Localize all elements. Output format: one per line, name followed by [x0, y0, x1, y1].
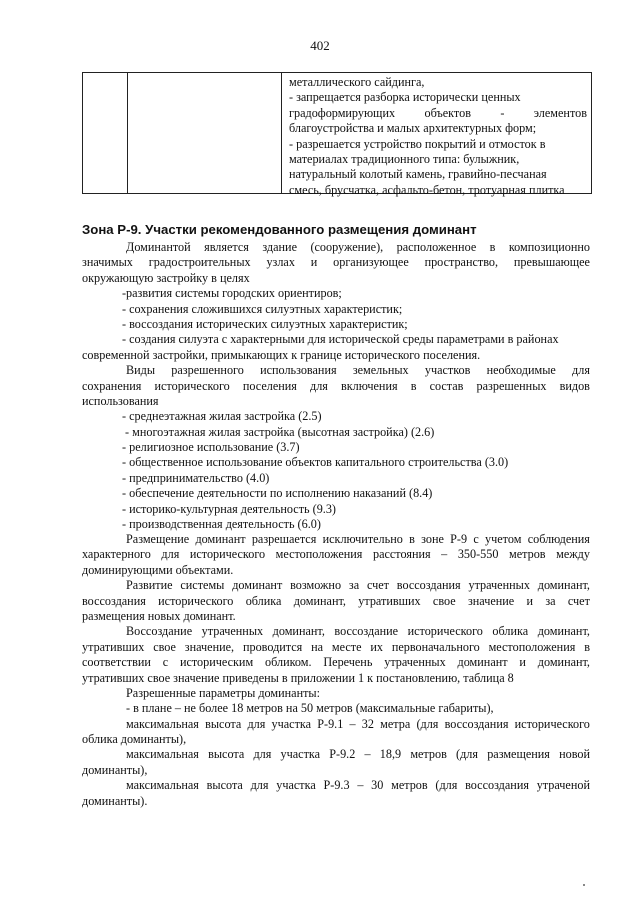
text-line: Развитие системы доминант возможно за счет воссоздания утраченных доминант, — [126, 578, 590, 593]
text-line: характерного для исторического местоположения расстояния – 350-550 метров между — [82, 547, 590, 562]
text-line: облика доминанты), — [82, 732, 187, 747]
text-line: современной застройки, примыкающих к границе исторического поселения. — [82, 347, 481, 362]
goal-item: - воссоздания исторических силуэтных характеристик; — [122, 316, 408, 331]
goal-item: - создания силуэта с характерными для исторической среды параметрами в районах — [122, 332, 559, 347]
text-line: максимальная высота для участка Р-9.1 – 32 метра (для воссоздания исторического — [126, 716, 590, 731]
zone-description — [82, 240, 590, 532]
scan-mark — [583, 884, 585, 886]
goal-item: - сохранения сложившихся силуэтных характеристик; — [122, 301, 403, 316]
table-line: смесь, брусчатка, асфальто-бетон, тротуарная плитка — [289, 182, 565, 197]
table-line: - запрещается разборка исторически ценных — [289, 90, 521, 105]
regulations-table — [82, 72, 592, 197]
text-line: размещения новых доминант. — [82, 608, 236, 623]
text-line: Размещение доминант разрешается исключительно в зоне Р-9 с учетом соблюдения — [126, 532, 590, 546]
zone-heading: Зона Р-9. Участки рекомендованного размещения доминант — [82, 222, 477, 237]
table-line: металлического сайдинга, — [289, 75, 425, 89]
use-item: - религиозное использование (3.7) — [122, 440, 300, 455]
text-line: Доминантой является здание (сооружение), расположенное в композиционно — [126, 240, 590, 254]
use-item: - общественное использование объектов капитального строительства (3.0) — [122, 455, 509, 470]
table-line: материалах традиционного типа: булыжник, — [289, 152, 520, 167]
text-line: окружающую застройку в целях — [82, 270, 250, 285]
table-line: градоформирующих объектов - элементов — [289, 105, 587, 120]
use-item: - предпринимательство (4.0) — [122, 470, 270, 485]
text-line: соответствии с историческим обликом. Перечень утраченных доминант и доминант, — [82, 655, 590, 670]
table-line: - разрешается устройство покрытий и отмосток в — [289, 136, 546, 151]
text-line: Разрешенные параметры доминанты: — [126, 685, 321, 700]
text-line: утративших свое значение, проводится на месте их первоначального местоположения в — [82, 639, 590, 654]
use-item: - историко-культурная деятельность (9.3) — [122, 501, 336, 516]
table-column-divider — [281, 73, 282, 193]
use-item: - производственная деятельность (6.0) — [122, 517, 321, 532]
text-line: воссоздания исторического облика доминант, утративших свое значение и за счет — [82, 593, 590, 608]
table-column-divider — [127, 73, 128, 193]
use-item: - среднеэтажная жилая застройка (2.5) — [122, 409, 322, 424]
text-line: использования — [82, 393, 159, 408]
text-line: Воссоздание утраченных доминант, воссоздание исторического облика доминант, — [126, 624, 590, 639]
text-line: Виды разрешенного использования земельных участков необходимые для — [126, 363, 590, 378]
use-item: - многоэтажная жилая застройка (высотная застройка) (2.6) — [122, 424, 435, 439]
page-number: 402 — [310, 38, 330, 53]
text-line: максимальная высота для участка Р-9.2 – 18,9 метров (для размещения новой — [126, 747, 590, 762]
table-line: благоустройства и малых архитектурных форм; — [289, 121, 537, 136]
table-cell-text — [289, 75, 587, 198]
text-line: максимальная высота для участка Р-9.3 – 30 метров (для воссоздания утраченой — [126, 778, 590, 793]
table-line: натуральный колотый камень, гравийно-песчаная — [289, 167, 547, 182]
text-line: доминанты). — [82, 793, 148, 808]
text-line: сохранения исторического поселения для включения в состав разрешенных видов — [82, 378, 590, 393]
text-line: утративших свое значение приведены в приложении 1 к постановлению, таблица 8 — [82, 670, 514, 685]
use-item: - обеспечение деятельности по исполнению наказаний (8.4) — [122, 486, 433, 501]
dominant-rules — [82, 532, 590, 809]
text-line: значимых градостроительных узлах и организующее пространство, превышающее — [82, 255, 590, 270]
goal-item: -развития системы городских ориентиров; — [122, 286, 342, 301]
text-line: - в плане – не более 18 метров на 50 метров (максимальные габариты), — [126, 701, 494, 716]
text-line: доминирующими объектами. — [82, 562, 234, 577]
text-line: доминанты), — [82, 762, 148, 777]
